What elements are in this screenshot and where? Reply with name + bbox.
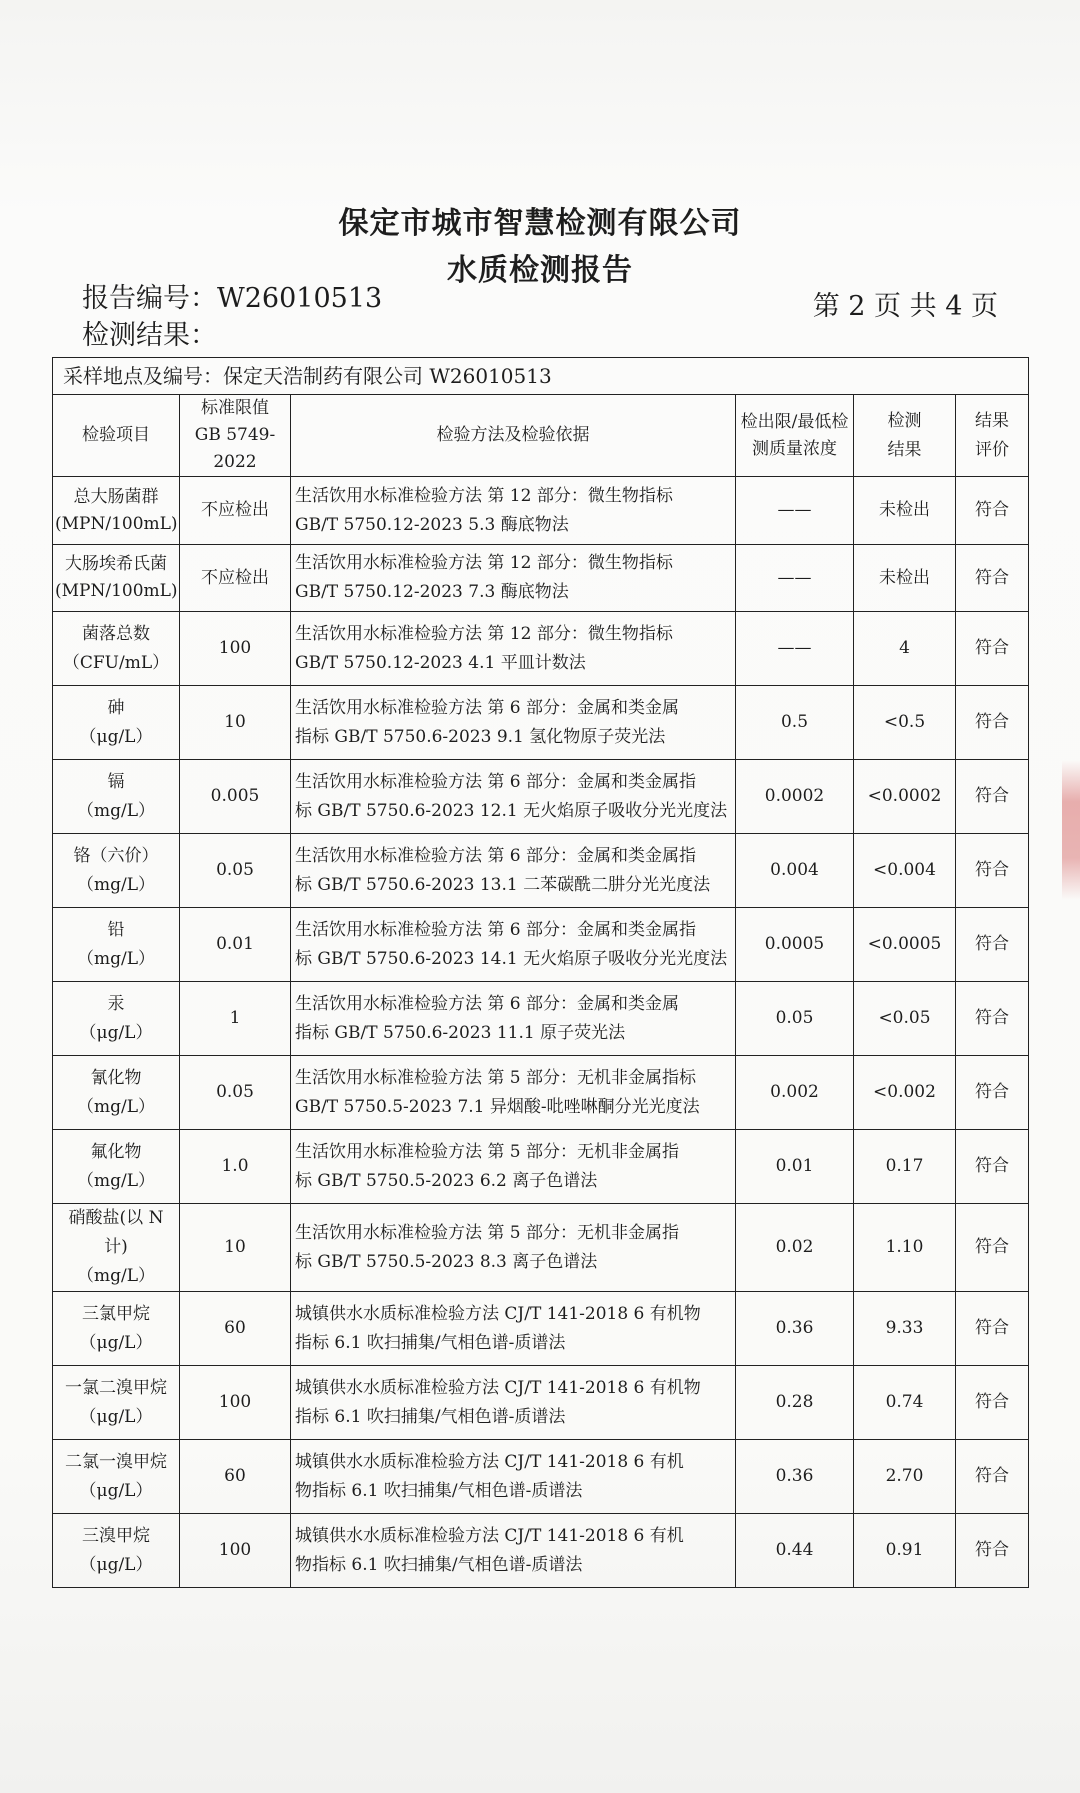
- item-cell-line2: （mg/L）: [76, 948, 156, 969]
- method-cell-line1: 生活饮用水标准检验方法 第 6 部分：金属和类金属: [295, 993, 680, 1014]
- item-cell: [53, 1204, 180, 1292]
- header-result-line2: 结果: [887, 439, 922, 460]
- detection-cell: [736, 760, 854, 834]
- result-cell-line1: 未检出: [879, 567, 930, 588]
- method-cell: [291, 982, 736, 1056]
- detection-cell-line1: 0.36: [775, 1466, 814, 1486]
- limit-cell: [180, 612, 291, 686]
- result-cell: [854, 612, 956, 686]
- item-cell-line1: 总大肠菌群: [73, 486, 159, 507]
- item-cell-line1: 二氯一溴甲烷: [65, 1451, 167, 1472]
- stamp-edge: [1062, 760, 1080, 900]
- result-cell: [854, 1292, 956, 1366]
- detection-cell: [736, 982, 854, 1056]
- method-cell-line1: 城镇供水水质标准检验方法 CJ/T 141-2018 6 有机: [295, 1451, 684, 1472]
- item-cell: [53, 834, 180, 908]
- limit-cell: [180, 545, 291, 612]
- result-cell-line1: <0.05: [878, 1008, 931, 1028]
- limit-cell: [180, 686, 291, 760]
- method-cell-line2: GB/T 5750.12-2023 4.1 平皿计数法: [295, 652, 586, 673]
- detection-cell-line1: 0.5: [780, 712, 809, 732]
- header-method: 检验方法及检验依据: [291, 395, 736, 477]
- result-cell: [854, 1056, 956, 1130]
- item-cell: [53, 612, 180, 686]
- detection-cell: [736, 1514, 854, 1588]
- item-cell-line1: 铅: [107, 919, 125, 940]
- evaluation-cell: [956, 612, 1029, 686]
- item-cell-line1: 一氯二溴甲烷: [65, 1377, 167, 1398]
- method-cell-line2: 指标 6.1 吹扫捕集/气相色谱-质谱法: [295, 1406, 566, 1427]
- table-row: [53, 982, 1029, 1056]
- item-cell-line1: 大肠埃希氏菌: [65, 554, 167, 574]
- method-cell-line1: 生活饮用水标准检验方法 第 6 部分：金属和类金属: [295, 697, 680, 718]
- detection-cell: [736, 1204, 854, 1292]
- method-cell: [291, 545, 736, 612]
- item-cell-line1: 三溴甲烷: [82, 1525, 150, 1546]
- table-row: [53, 477, 1029, 545]
- item-cell: [53, 908, 180, 982]
- method-cell: [291, 1366, 736, 1440]
- header-result: [854, 395, 956, 477]
- table-row: [53, 1056, 1029, 1130]
- limit-cell: [180, 1130, 291, 1204]
- report-number: [82, 276, 382, 315]
- evaluation-cell: [956, 760, 1029, 834]
- limit-cell: [180, 1292, 291, 1366]
- method-cell-line1: 城镇供水水质标准检验方法 CJ/T 141-2018 6 有机: [295, 1525, 684, 1546]
- table-row: [53, 1440, 1029, 1514]
- method-cell: [291, 1292, 736, 1366]
- header-evaluation: [956, 395, 1029, 477]
- result-cell: [854, 760, 956, 834]
- limit-cell-line1: 1.0: [221, 1156, 249, 1176]
- method-cell: [291, 1130, 736, 1204]
- table-row: [53, 686, 1029, 760]
- result-cell-line1: 9.33: [885, 1318, 924, 1338]
- method-cell-line2: 标 GB/T 5750.6-2023 13.1 二苯碳酰二肼分光光度法: [295, 874, 711, 895]
- detection-cell: [736, 1366, 854, 1440]
- limit-cell-line1: 100: [218, 1540, 252, 1560]
- detection-cell-line1: 0.28: [775, 1392, 814, 1412]
- limit-cell: [180, 1440, 291, 1514]
- method-cell-line1: 生活饮用水标准检验方法 第 12 部分：微生物指标: [295, 623, 673, 644]
- evaluation-cell: [956, 982, 1029, 1056]
- sampling-site: [53, 358, 1029, 395]
- item-cell-line2: （mg/L）: [76, 1266, 156, 1286]
- limit-cell-line1: 0.05: [216, 860, 254, 880]
- method-cell: [291, 834, 736, 908]
- item-cell-line1: 氟化物: [90, 1141, 142, 1162]
- detection-cell-line1: ——: [777, 567, 812, 588]
- detection-cell: [736, 1440, 854, 1514]
- method-cell: [291, 477, 736, 545]
- detection-cell-line1: ——: [777, 638, 812, 658]
- item-cell-line1: 氰化物: [90, 1067, 142, 1088]
- limit-cell-line1: 不应检出: [201, 500, 269, 520]
- header-item: 检验项目: [53, 395, 180, 477]
- evaluation-cell-line1: 符合: [975, 1392, 1010, 1412]
- item-cell-line2: （μg/L）: [79, 1332, 153, 1353]
- method-cell-line1: 城镇供水水质标准检验方法 CJ/T 141-2018 6 有机物: [295, 1303, 701, 1324]
- limit-cell: [180, 982, 291, 1056]
- detection-cell: [736, 545, 854, 612]
- detection-cell-line1: 0.36: [775, 1318, 814, 1338]
- item-cell-line1: 镉: [107, 771, 125, 792]
- evaluation-cell: [956, 1440, 1029, 1514]
- table-row: [53, 908, 1029, 982]
- method-cell-line2: 指标 GB/T 5750.6-2023 9.1 氢化物原子荧光法: [295, 726, 666, 747]
- header-evaluation-line2: 评价: [975, 439, 1010, 460]
- detection-cell-line1: 0.01: [775, 1156, 814, 1176]
- sampling-site-label: 采样地点及编号：: [63, 363, 223, 388]
- evaluation-cell: [956, 1514, 1029, 1588]
- table-header-row: [53, 395, 1029, 477]
- method-cell-line2: 指标 6.1 吹扫捕集/气相色谱-质谱法: [295, 1332, 566, 1353]
- limit-cell: [180, 834, 291, 908]
- header-limit-line2: GB 5749-2022: [194, 425, 276, 472]
- result-cell-line1: <0.0002: [867, 786, 942, 806]
- result-cell: [854, 477, 956, 545]
- result-cell: [854, 545, 956, 612]
- evaluation-cell: [956, 834, 1029, 908]
- detection-cell: [736, 686, 854, 760]
- item-cell: [53, 1440, 180, 1514]
- evaluation-cell-line1: 符合: [975, 860, 1010, 880]
- evaluation-cell: [956, 1292, 1029, 1366]
- method-cell: [291, 686, 736, 760]
- detection-cell: [736, 834, 854, 908]
- item-cell: [53, 545, 180, 612]
- item-cell-line2: （μg/L）: [79, 1022, 153, 1043]
- method-cell-line1: 生活饮用水标准检验方法 第 6 部分：金属和类金属指: [295, 845, 697, 866]
- method-cell-line1: 生活饮用水标准检验方法 第 5 部分：无机非金属指: [295, 1141, 680, 1162]
- evaluation-cell-line1: 符合: [975, 786, 1010, 806]
- method-cell: [291, 760, 736, 834]
- limit-cell-line1: 不应检出: [201, 567, 269, 588]
- header-detection: [736, 395, 854, 477]
- result-cell: [854, 834, 956, 908]
- method-cell-line2: 物指标 6.1 吹扫捕集/气相色谱-质谱法: [295, 1480, 583, 1501]
- method-cell-line2: 标 GB/T 5750.5-2023 8.3 离子色谱法: [295, 1251, 598, 1272]
- item-cell-line1: 汞: [107, 993, 125, 1014]
- limit-cell-line1: 60: [224, 1466, 246, 1486]
- item-cell: [53, 1366, 180, 1440]
- table-row: [53, 545, 1029, 612]
- result-cell-line1: 0.74: [885, 1392, 924, 1412]
- limit-cell-line1: 60: [224, 1318, 246, 1338]
- method-cell-line1: 生活饮用水标准检验方法 第 12 部分：微生物指标: [295, 485, 673, 506]
- evaluation-cell-line1: 符合: [975, 1237, 1010, 1257]
- limit-cell: [180, 1056, 291, 1130]
- item-cell-line2: （μg/L）: [79, 1554, 153, 1575]
- table-row: [53, 1366, 1029, 1440]
- item-cell-line2: （mg/L）: [76, 800, 156, 821]
- evaluation-cell-line1: 符合: [975, 500, 1010, 520]
- method-cell-line1: 生活饮用水标准检验方法 第 6 部分：金属和类金属指: [295, 919, 697, 940]
- method-cell-line1: 生活饮用水标准检验方法 第 5 部分：无机非金属指标: [295, 1067, 697, 1088]
- result-cell-line1: 1.10: [885, 1237, 924, 1257]
- result-cell: [854, 1204, 956, 1292]
- detection-cell-line1: 0.05: [775, 1008, 814, 1028]
- limit-cell: [180, 1204, 291, 1292]
- limit-cell-line1: 0.05: [216, 1082, 254, 1102]
- evaluation-cell: [956, 1366, 1029, 1440]
- page-indicator: 第 2 页 共 4 页: [812, 291, 998, 322]
- limit-cell-line1: 1: [229, 1008, 241, 1028]
- results-label: 检测结果：: [82, 320, 217, 351]
- limit-cell: [180, 908, 291, 982]
- result-cell: [854, 1130, 956, 1204]
- detection-cell-line1: 0.44: [775, 1540, 814, 1560]
- item-cell-line2: （mg/L）: [76, 1170, 156, 1191]
- method-cell: [291, 1440, 736, 1514]
- item-cell-line1: 三氯甲烷: [82, 1303, 150, 1324]
- result-cell-line1: <0.0005: [867, 934, 942, 954]
- evaluation-cell-line1: 符合: [975, 638, 1010, 658]
- result-cell: [854, 1366, 956, 1440]
- detection-cell: [736, 1056, 854, 1130]
- evaluation-cell: [956, 477, 1029, 545]
- method-cell-line2: GB/T 5750.5-2023 7.1 异烟酸-吡唑啉酮分光光度法: [295, 1096, 700, 1117]
- evaluation-cell-line1: 符合: [975, 1318, 1010, 1338]
- item-cell: [53, 477, 180, 545]
- result-cell-line1: <0.004: [873, 860, 936, 880]
- detection-cell: [736, 612, 854, 686]
- report-number-label: 报告编号：: [82, 283, 217, 314]
- method-cell-line2: 标 GB/T 5750.5-2023 6.2 离子色谱法: [295, 1170, 598, 1191]
- table-row: [53, 1130, 1029, 1204]
- detection-cell-line1: 0.0002: [764, 786, 825, 806]
- limit-cell-line1: 0.005: [210, 786, 260, 806]
- limit-cell: [180, 477, 291, 545]
- method-cell-line1: 生活饮用水标准检验方法 第 5 部分：无机非金属指: [295, 1222, 680, 1243]
- item-cell: [53, 1056, 180, 1130]
- result-cell: [854, 1440, 956, 1514]
- evaluation-cell: [956, 1056, 1029, 1130]
- method-cell: [291, 908, 736, 982]
- limit-cell: [180, 1366, 291, 1440]
- item-cell-line1: 砷: [107, 697, 125, 718]
- evaluation-cell: [956, 1204, 1029, 1292]
- evaluation-cell-line1: 符合: [975, 1008, 1010, 1028]
- header-evaluation-line1: 结果: [975, 410, 1010, 431]
- evaluation-cell: [956, 545, 1029, 612]
- limit-cell-line1: 100: [218, 1392, 252, 1412]
- result-cell: [854, 982, 956, 1056]
- header-result-line1: 检测: [887, 410, 922, 431]
- item-cell-line2: （μg/L）: [79, 1480, 153, 1501]
- method-cell: [291, 612, 736, 686]
- item-cell-line2: （mg/L）: [76, 1096, 156, 1117]
- method-cell-line2: GB/T 5750.12-2023 5.3 酶底物法: [295, 514, 569, 535]
- table-row: [53, 1514, 1029, 1588]
- evaluation-cell-line1: 符合: [975, 1082, 1010, 1102]
- header-limit-line1: 标准限值: [201, 398, 269, 418]
- method-cell-line2: 物指标 6.1 吹扫捕集/气相色谱-质谱法: [295, 1554, 583, 1575]
- evaluation-cell-line1: 符合: [975, 1466, 1010, 1486]
- method-cell-line2: GB/T 5750.12-2023 7.3 酶底物法: [295, 582, 569, 602]
- method-cell-line1: 生活饮用水标准检验方法 第 12 部分：微生物指标: [295, 553, 673, 573]
- company-title: 保定市城市智慧检测有限公司: [338, 206, 742, 241]
- method-cell: [291, 1514, 736, 1588]
- header-detection-line2: 测质量浓度: [752, 438, 837, 459]
- table-row: [53, 760, 1029, 834]
- item-cell: [53, 982, 180, 1056]
- table-row: [53, 1204, 1029, 1292]
- method-cell-line1: 生活饮用水标准检验方法 第 6 部分：金属和类金属指: [295, 771, 697, 792]
- limit-cell: [180, 760, 291, 834]
- result-cell-line1: 未检出: [879, 500, 930, 520]
- result-cell-line1: 0.91: [885, 1540, 924, 1560]
- result-cell-line1: 2.70: [885, 1466, 924, 1486]
- limit-cell-line1: 0.01: [216, 934, 254, 954]
- item-cell-line2: （μg/L）: [79, 1406, 153, 1427]
- item-cell: [53, 1130, 180, 1204]
- item-cell: [53, 686, 180, 760]
- limit-cell-line1: 10: [224, 712, 246, 732]
- detection-cell: [736, 1292, 854, 1366]
- item-cell-line2: （mg/L）: [76, 874, 156, 895]
- report-number-value: W26010513: [217, 283, 383, 314]
- result-cell: [854, 1514, 956, 1588]
- item-cell-line2: （CFU/mL）: [62, 652, 170, 673]
- method-cell-line2: 指标 GB/T 5750.6-2023 11.1 原子荧光法: [295, 1022, 626, 1043]
- method-cell-line2: 标 GB/T 5750.6-2023 12.1 无火焰原子吸收分光光度法: [295, 800, 728, 821]
- result-cell-line1: <0.002: [873, 1082, 936, 1102]
- table-row: [53, 612, 1029, 686]
- sampling-site-value: 保定天浩制药有限公司 W26010513: [223, 363, 552, 388]
- item-cell-line2: (MPN/100mL): [55, 581, 178, 601]
- result-cell: [854, 908, 956, 982]
- item-cell: [53, 1514, 180, 1588]
- limit-cell-line1: 100: [218, 638, 252, 658]
- detection-cell: [736, 477, 854, 545]
- table-row: [53, 834, 1029, 908]
- results-table: [52, 357, 1029, 1588]
- item-cell-line1: 硝酸盐(以 N 计): [68, 1208, 164, 1257]
- item-cell: [53, 1292, 180, 1366]
- item-cell-line2: （μg/L）: [79, 726, 153, 747]
- report-title: 水质检测报告: [447, 253, 633, 288]
- evaluation-cell: [956, 686, 1029, 760]
- evaluation-cell-line1: 符合: [975, 1156, 1010, 1176]
- result-cell-line1: <0.5: [883, 712, 926, 732]
- evaluation-cell: [956, 1130, 1029, 1204]
- detection-cell-line1: 0.0005: [764, 934, 825, 954]
- item-cell-line1: 铬（六价）: [73, 845, 159, 866]
- evaluation-cell-line1: 符合: [975, 934, 1010, 954]
- evaluation-cell-line1: 符合: [975, 567, 1010, 588]
- limit-cell: [180, 1514, 291, 1588]
- method-cell-line1: 城镇供水水质标准检验方法 CJ/T 141-2018 6 有机物: [295, 1377, 701, 1398]
- detection-cell-line1: 0.02: [775, 1237, 814, 1257]
- detection-cell-line1: 0.002: [770, 1082, 819, 1102]
- result-cell-line1: 0.17: [885, 1156, 924, 1176]
- item-cell-line2: (MPN/100mL): [55, 513, 178, 534]
- header-detection-line1: 检出限/最低检: [740, 411, 849, 432]
- evaluation-cell-line1: 符合: [975, 712, 1010, 732]
- limit-cell-line1: 10: [224, 1237, 246, 1257]
- detection-cell-line1: ——: [777, 500, 812, 520]
- table-row: [53, 1292, 1029, 1366]
- result-cell: [854, 686, 956, 760]
- header-limit: [180, 395, 291, 477]
- method-cell: [291, 1204, 736, 1292]
- item-cell: [53, 760, 180, 834]
- evaluation-cell-line1: 符合: [975, 1540, 1010, 1560]
- method-cell-line2: 标 GB/T 5750.6-2023 14.1 无火焰原子吸收分光光度法: [295, 948, 728, 969]
- evaluation-cell: [956, 908, 1029, 982]
- result-cell-line1: 4: [899, 638, 910, 658]
- detection-cell: [736, 1130, 854, 1204]
- detection-cell-line1: 0.004: [770, 860, 819, 880]
- item-cell-line1: 菌落总数: [82, 623, 150, 644]
- method-cell: [291, 1056, 736, 1130]
- detection-cell: [736, 908, 854, 982]
